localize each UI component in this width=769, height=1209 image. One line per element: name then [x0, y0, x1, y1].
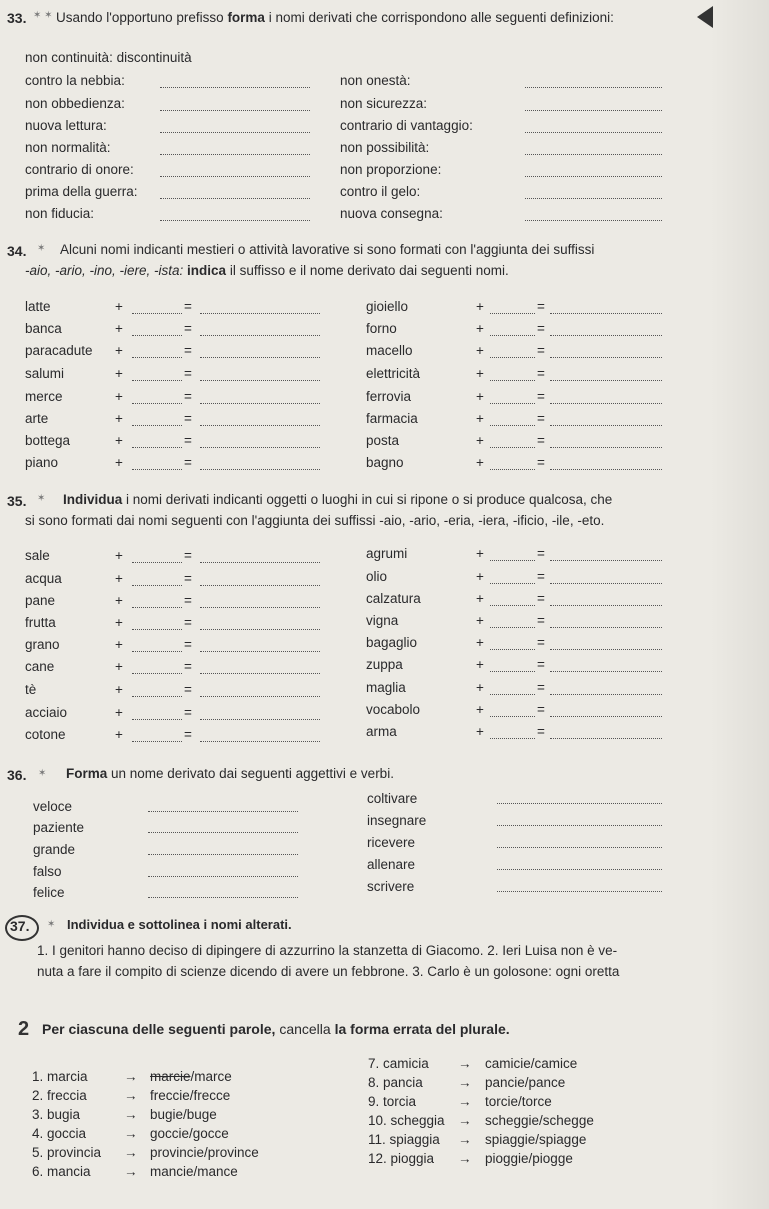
instruction-text: Alcuni nomi indicanti mestieri o attività lavorative si sono formati con l'aggiunta dei suffissi — [60, 242, 595, 257]
plus-sign: + — [115, 593, 123, 608]
answer-blank[interactable] — [148, 811, 298, 812]
definition-label: non fiducia: — [25, 206, 95, 221]
source-word: falso — [33, 864, 62, 879]
suffix-blank[interactable] — [490, 447, 535, 448]
base-noun: arma — [366, 724, 397, 739]
definition-label: non obbedienza: — [25, 96, 125, 111]
plural-forms-text: mancie/mance — [150, 1164, 238, 1179]
plural-forms: spiaggie/spiagge — [485, 1132, 587, 1147]
suffix-blank[interactable] — [490, 627, 535, 628]
plural-forms — [150, 1107, 217, 1122]
suffix-blank[interactable] — [132, 313, 182, 314]
difficulty-stars-icon: ✶ — [37, 243, 46, 254]
plus-sign: + — [476, 366, 484, 381]
arrow-icon: → — [124, 1164, 138, 1179]
suffix-blank[interactable] — [132, 741, 182, 742]
suffix-blank[interactable] — [132, 585, 182, 586]
plus-sign: + — [115, 637, 123, 652]
definition-label: contrario di vantaggio: — [340, 118, 473, 133]
instruction-text: Individua e sottolinea i nomi alterati. — [67, 917, 292, 932]
answer-blank[interactable] — [160, 87, 310, 88]
suffix-blank[interactable] — [490, 469, 535, 470]
suffix-blank[interactable] — [132, 425, 182, 426]
derived-noun-blank[interactable] — [200, 335, 320, 336]
definition-label: non proporzione: — [340, 162, 442, 177]
definition-label: contro il gelo: — [340, 184, 421, 199]
arrow-icon: → — [458, 1113, 472, 1128]
equals-sign: = — [184, 682, 192, 697]
answer-blank[interactable] — [148, 897, 298, 898]
definition-label: non onestà: — [340, 73, 411, 88]
plus-sign: + — [476, 680, 484, 695]
plus-sign: + — [476, 702, 484, 717]
answer-blank[interactable] — [148, 854, 298, 855]
plural-word: 7. camicia — [368, 1056, 429, 1071]
suffix-blank[interactable] — [132, 673, 182, 674]
plus-sign: + — [115, 659, 123, 674]
equals-sign: = — [537, 680, 545, 695]
source-word: grande — [33, 842, 76, 857]
answer-blank[interactable] — [497, 803, 662, 804]
page-fold-shadow — [709, 0, 769, 1209]
answer-blank[interactable] — [497, 825, 662, 826]
arrow-icon: → — [124, 1126, 138, 1141]
plus-sign: + — [476, 455, 484, 470]
derived-noun-blank[interactable] — [200, 651, 320, 652]
suffix-blank[interactable] — [490, 716, 535, 717]
plus-sign: + — [476, 433, 484, 448]
suffix-blank[interactable] — [490, 649, 535, 650]
definition-label: non normalità: — [25, 140, 111, 155]
suffix-list: -aio, -ario, -ino, -iere, -ista: — [25, 263, 188, 278]
plural-forms-text: bugie/buge — [150, 1107, 217, 1122]
plus-sign: + — [115, 343, 123, 358]
arrow-icon: → — [458, 1151, 472, 1166]
plural-forms-text: /marce — [190, 1069, 232, 1084]
derived-noun-blank[interactable] — [550, 694, 662, 695]
instruction-text: il suffisso e il nome derivato dai seguenti nomi. — [226, 263, 509, 278]
plural-word: 4. goccia — [32, 1126, 87, 1141]
suffix-blank[interactable] — [490, 671, 535, 672]
derived-noun-blank[interactable] — [200, 447, 320, 448]
plural-word: 6. mancia — [32, 1164, 91, 1179]
plural-forms: pioggie/piogge — [485, 1151, 573, 1166]
derived-noun-blank[interactable] — [550, 583, 662, 584]
suffix-blank[interactable] — [490, 425, 535, 426]
instruction-text: si sono formati dai nomi seguenti con l'aggiunta dei suffissi -aio, -ario, -eria, -iera, -ificio, -ile, -eto. — [25, 513, 605, 528]
base-noun: posta — [366, 433, 400, 448]
equals-sign: = — [184, 366, 192, 381]
derived-noun-blank[interactable] — [200, 469, 320, 470]
equals-sign: = — [537, 433, 545, 448]
plus-sign: + — [115, 321, 123, 336]
base-noun: agrumi — [366, 546, 408, 561]
answer-blank[interactable] — [525, 132, 662, 133]
equals-sign: = — [537, 343, 545, 358]
answer-blank[interactable] — [160, 154, 310, 155]
equals-sign: = — [537, 366, 545, 381]
plus-sign: + — [476, 613, 484, 628]
derived-noun-blank[interactable] — [200, 719, 320, 720]
source-word: veloce — [33, 799, 73, 814]
suffix-blank[interactable] — [132, 469, 182, 470]
answer-blank[interactable] — [497, 891, 662, 892]
base-noun: banca — [25, 321, 62, 336]
equals-sign: = — [537, 591, 545, 606]
suffix-blank[interactable] — [132, 335, 182, 336]
base-noun: tè — [25, 682, 37, 697]
derived-noun-blank[interactable] — [200, 585, 320, 586]
equals-sign: = — [537, 613, 545, 628]
difficulty-stars-icon: ✶ ✶ — [33, 10, 53, 21]
plus-sign: + — [476, 321, 484, 336]
equals-sign: = — [184, 659, 192, 674]
suffix-blank[interactable] — [132, 403, 182, 404]
equals-sign: = — [184, 705, 192, 720]
derived-noun-blank[interactable] — [200, 403, 320, 404]
equals-sign: = — [537, 299, 545, 314]
derived-noun-blank[interactable] — [550, 671, 662, 672]
source-word: felice — [33, 885, 65, 900]
instruction-text: i nomi derivati che corrispondono alle seguenti definizioni: — [264, 10, 614, 25]
answer-blank[interactable] — [525, 220, 662, 221]
base-noun: frutta — [25, 615, 56, 630]
equals-sign: = — [537, 635, 545, 650]
plural-forms-text: freccie/frecce — [150, 1088, 231, 1103]
equals-sign: = — [184, 433, 192, 448]
instruction-verb: cancella — [279, 1021, 331, 1037]
answer-blank[interactable] — [148, 876, 298, 877]
equals-sign: = — [184, 411, 192, 426]
plus-sign: + — [115, 682, 123, 697]
exercise-number: 33. — [7, 10, 27, 26]
equals-sign: = — [537, 702, 545, 717]
answer-blank[interactable] — [160, 198, 310, 199]
equals-sign: = — [184, 571, 192, 586]
instruction-verb: Individua — [63, 492, 123, 507]
base-noun: paracadute — [25, 343, 93, 358]
arrow-icon: → — [458, 1094, 472, 1109]
definition-label: nuova lettura: — [25, 118, 107, 133]
equals-sign: = — [537, 546, 545, 561]
base-noun: piano — [25, 455, 59, 470]
base-noun: bagno — [366, 455, 404, 470]
exercise-number: 37. — [10, 918, 30, 934]
base-noun: gioiello — [366, 299, 409, 314]
base-noun: acciaio — [25, 705, 68, 720]
definition-label: prima della guerra: — [25, 184, 138, 199]
answer-blank[interactable] — [160, 176, 310, 177]
derived-noun-blank[interactable] — [200, 741, 320, 742]
equals-sign: = — [184, 299, 192, 314]
derived-noun-blank[interactable] — [200, 425, 320, 426]
derived-noun-blank[interactable] — [550, 649, 662, 650]
derived-noun-blank[interactable] — [200, 562, 320, 563]
answer-blank[interactable] — [525, 87, 662, 88]
answer-blank[interactable] — [160, 132, 310, 133]
exercise-number: 36. — [7, 767, 27, 783]
plus-sign: + — [115, 705, 123, 720]
paragraph-line: 1. I genitori hanno deciso di dipingere di azzurrino la stanzetta di Giacomo. 2. Ieri Luisa non è ve- — [37, 943, 618, 958]
source-word: insegnare — [367, 813, 427, 828]
base-noun: arte — [25, 411, 49, 426]
plural-word: 5. provincia — [32, 1145, 102, 1160]
equals-sign: = — [537, 657, 545, 672]
base-noun: bottega — [25, 433, 71, 448]
plus-sign: + — [476, 343, 484, 358]
suffix-blank[interactable] — [132, 380, 182, 381]
plural-forms-text: goccie/gocce — [150, 1126, 229, 1141]
base-noun: bagaglio — [366, 635, 418, 650]
suffix-blank[interactable] — [490, 313, 535, 314]
paragraph-line: nuta a fare il compito di scienze dicendo di avere un febbrone. 3. Carlo è un golosone: ogni oretta — [37, 964, 620, 979]
plural-word: 10. scheggia — [368, 1113, 445, 1128]
answer-blank[interactable] — [160, 110, 310, 111]
plus-sign: + — [476, 411, 484, 426]
base-noun: macello — [366, 343, 413, 358]
difficulty-stars-icon: ✶ — [38, 768, 47, 779]
equals-sign: = — [184, 548, 192, 563]
plural-forms — [150, 1145, 259, 1160]
derived-noun-blank[interactable] — [550, 380, 662, 381]
base-noun: ferrovia — [366, 389, 412, 404]
exercise-number: 35. — [7, 493, 27, 509]
derived-noun-blank[interactable] — [550, 605, 662, 606]
plus-sign: + — [476, 546, 484, 561]
derived-noun-blank[interactable] — [550, 313, 662, 314]
suffix-blank[interactable] — [132, 651, 182, 652]
suffix-blank[interactable] — [132, 629, 182, 630]
instruction-text: i nomi derivati indicanti oggetti o luoghi in cui si ripone o si produce qualcosa, che — [122, 492, 613, 507]
derived-noun-blank[interactable] — [550, 627, 662, 628]
equals-sign: = — [537, 455, 545, 470]
example-text: non continuità: discontinuità — [25, 50, 192, 65]
instruction-text: Usando l'opportuno prefisso — [56, 10, 228, 25]
source-word: allenare — [367, 857, 416, 872]
equals-sign: = — [184, 727, 192, 742]
plus-sign: + — [115, 615, 123, 630]
equals-sign: = — [184, 343, 192, 358]
derived-noun-blank[interactable] — [200, 380, 320, 381]
plus-sign: + — [476, 569, 484, 584]
suffix-blank[interactable] — [132, 562, 182, 563]
base-noun: merce — [25, 389, 63, 404]
arrow-icon: → — [124, 1069, 138, 1084]
plural-forms: torcie/torce — [485, 1094, 552, 1109]
instruction-verb: forma — [227, 10, 265, 25]
plus-sign: + — [115, 548, 123, 563]
plural-forms — [150, 1088, 230, 1103]
plus-sign: + — [115, 433, 123, 448]
definition-label: contrario di onore: — [25, 162, 134, 177]
derived-noun-blank[interactable] — [200, 313, 320, 314]
plural-forms: scheggie/schegge — [485, 1113, 594, 1128]
plural-forms: camicie/camice — [485, 1056, 578, 1071]
suffix-blank[interactable] — [490, 335, 535, 336]
suffix-blank[interactable] — [132, 607, 182, 608]
equals-sign: = — [537, 411, 545, 426]
base-noun: acqua — [25, 571, 62, 586]
plus-sign: + — [476, 724, 484, 739]
equals-sign: = — [184, 593, 192, 608]
base-noun: farmacia — [366, 411, 418, 426]
equals-sign: = — [184, 321, 192, 336]
plural-word: 1. marcia — [32, 1069, 88, 1084]
definition-label: contro la nebbia: — [25, 73, 125, 88]
answer-blank[interactable] — [525, 110, 662, 111]
instruction-text: la forma errata del plurale. — [330, 1021, 510, 1037]
arrow-icon: → — [458, 1132, 472, 1147]
suffix-blank[interactable] — [132, 696, 182, 697]
base-noun: latte — [25, 299, 51, 314]
base-noun: calzatura — [366, 591, 421, 606]
plural-word: 8. pancia — [368, 1075, 423, 1090]
instruction-verb: Forma — [66, 766, 108, 781]
answer-blank[interactable] — [525, 198, 662, 199]
plural-forms — [150, 1126, 229, 1141]
derived-noun-blank[interactable] — [200, 673, 320, 674]
suffix-blank[interactable] — [490, 403, 535, 404]
plus-sign: + — [476, 389, 484, 404]
source-word: scrivere — [367, 879, 415, 894]
difficulty-stars-icon: ✶ — [37, 493, 46, 504]
base-noun: cotone — [25, 727, 66, 742]
arrow-icon: → — [124, 1145, 138, 1160]
definition-label: non possibilità: — [340, 140, 430, 155]
base-noun: vocabolo — [366, 702, 421, 717]
equals-sign: = — [184, 637, 192, 652]
plural-forms: pancie/pance — [485, 1075, 566, 1090]
answer-blank[interactable] — [148, 832, 298, 833]
derived-noun-blank[interactable] — [200, 607, 320, 608]
base-noun: salumi — [25, 366, 65, 381]
derived-noun-blank[interactable] — [550, 425, 662, 426]
definition-label: non sicurezza: — [340, 96, 428, 111]
source-word: coltivare — [367, 791, 418, 806]
plus-sign: + — [476, 591, 484, 606]
base-noun: sale — [25, 548, 50, 563]
plus-sign: + — [476, 299, 484, 314]
plural-word: 9. torcia — [368, 1094, 417, 1109]
equals-sign: = — [184, 615, 192, 630]
equals-sign: = — [184, 455, 192, 470]
equals-sign: = — [537, 569, 545, 584]
plus-sign: + — [476, 635, 484, 650]
base-noun: elettricità — [366, 366, 421, 381]
exercise-number: 2 — [18, 1018, 30, 1040]
suffix-blank[interactable] — [132, 357, 182, 358]
arrow-icon: → — [458, 1056, 472, 1071]
instruction-text: Per ciascuna delle seguenti parole, — [42, 1021, 280, 1037]
plural-word: 12. pioggia — [368, 1151, 435, 1166]
equals-sign: = — [184, 389, 192, 404]
derived-noun-blank[interactable] — [550, 469, 662, 470]
plural-word: 2. freccia — [32, 1088, 87, 1103]
plural-forms-text: provincie/province — [150, 1145, 259, 1160]
equals-sign: = — [537, 321, 545, 336]
suffix-blank[interactable] — [490, 560, 535, 561]
plus-sign: + — [115, 411, 123, 426]
plural-forms — [150, 1164, 238, 1179]
derived-noun-blank[interactable] — [200, 696, 320, 697]
base-noun: maglia — [366, 680, 406, 695]
derived-noun-blank[interactable] — [550, 716, 662, 717]
base-noun: olio — [366, 569, 388, 584]
difficulty-stars-icon: ✶ — [47, 919, 56, 930]
answer-blank[interactable] — [525, 154, 662, 155]
suffix-blank[interactable] — [132, 447, 182, 448]
answer-blank[interactable] — [525, 176, 662, 177]
derived-noun-blank[interactable] — [550, 357, 662, 358]
plus-sign: + — [115, 571, 123, 586]
suffix-blank[interactable] — [490, 738, 535, 739]
answer-blank[interactable] — [497, 869, 662, 870]
suffix-blank[interactable] — [132, 719, 182, 720]
derived-noun-blank[interactable] — [550, 335, 662, 336]
arrow-icon: → — [458, 1075, 472, 1090]
derived-noun-blank[interactable] — [550, 447, 662, 448]
derived-noun-blank[interactable] — [550, 738, 662, 739]
source-word: paziente — [33, 820, 85, 835]
base-noun: cane — [25, 659, 55, 674]
equals-sign: = — [537, 724, 545, 739]
base-noun: pane — [25, 593, 56, 608]
plus-sign: + — [476, 657, 484, 672]
plus-sign: + — [115, 455, 123, 470]
instruction-verb: indica — [187, 263, 227, 278]
arrow-icon: → — [124, 1088, 138, 1103]
crossed-out-form: marcie — [150, 1069, 191, 1084]
instruction-text: un nome derivato dai seguenti aggettivi e verbi. — [107, 766, 394, 781]
base-noun: zuppa — [366, 657, 403, 672]
plural-word: 11. spiaggia — [368, 1132, 440, 1147]
derived-noun-blank[interactable] — [550, 560, 662, 561]
derived-noun-blank[interactable] — [200, 357, 320, 358]
definition-label: nuova consegna: — [340, 206, 443, 221]
plus-sign: + — [115, 389, 123, 404]
base-noun: grano — [25, 637, 60, 652]
equals-sign: = — [537, 389, 545, 404]
base-noun: vigna — [366, 613, 399, 628]
suffix-blank[interactable] — [490, 605, 535, 606]
answer-blank[interactable] — [497, 847, 662, 848]
suffix-blank[interactable] — [490, 583, 535, 584]
plus-sign: + — [115, 299, 123, 314]
plural-word: 3. bugia — [32, 1107, 81, 1122]
suffix-blank[interactable] — [490, 357, 535, 358]
suffix-blank[interactable] — [490, 694, 535, 695]
source-word: ricevere — [367, 835, 416, 850]
arrow-icon: → — [124, 1107, 138, 1122]
plus-sign: + — [115, 727, 123, 742]
answer-blank[interactable] — [160, 220, 310, 221]
derived-noun-blank[interactable] — [200, 629, 320, 630]
plus-sign: + — [115, 366, 123, 381]
base-noun: forno — [366, 321, 397, 336]
exercise-number: 34. — [7, 243, 27, 259]
derived-noun-blank[interactable] — [550, 403, 662, 404]
plural-forms — [150, 1069, 232, 1084]
suffix-blank[interactable] — [490, 380, 535, 381]
